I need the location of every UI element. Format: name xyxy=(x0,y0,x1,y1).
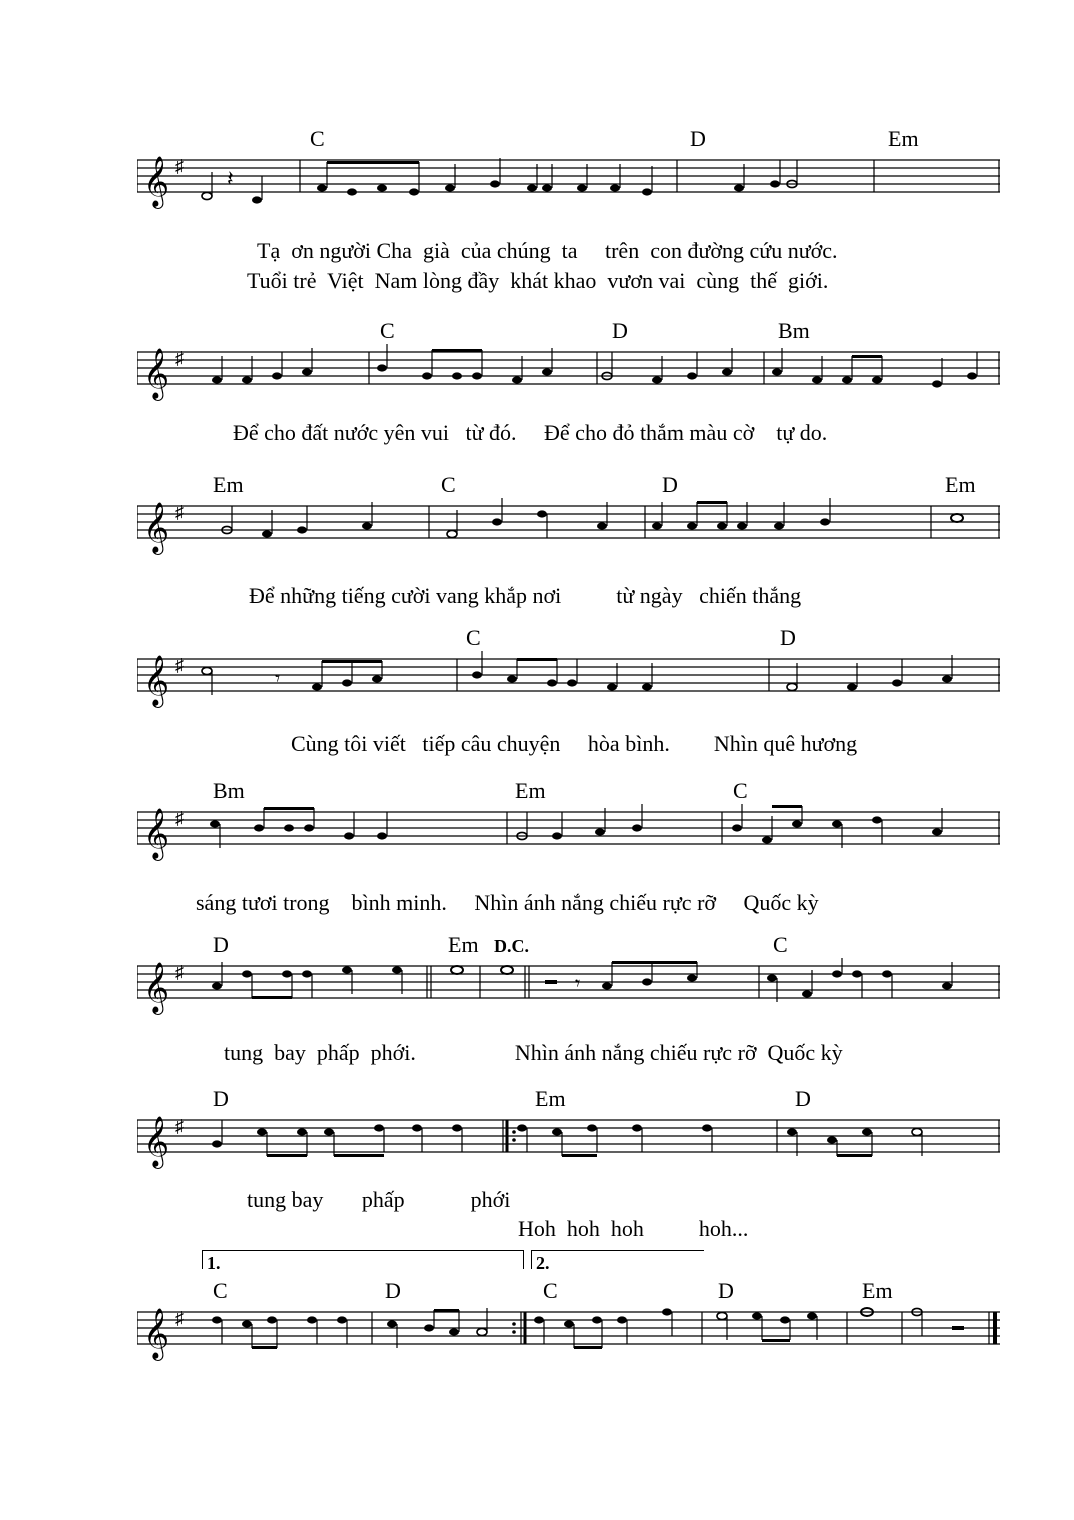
svg-text:♯: ♯ xyxy=(175,962,184,982)
chord-symbol: D xyxy=(612,318,628,343)
lyric-line: tung bay phấp phới. Nhìn ánh nắng chiếu rực rỡ Quốc kỳ xyxy=(224,1040,843,1065)
chord-symbol: C xyxy=(380,318,395,343)
lyric-line: Cùng tôi viết tiếp câu chuyện hòa bình. Nhìn quê hương xyxy=(291,731,858,756)
staff-system-6 xyxy=(137,958,1000,1018)
svg-text:𝄞: 𝄞 xyxy=(143,809,170,858)
staff-system-4 xyxy=(137,651,1000,711)
chord-symbol: C xyxy=(773,932,788,957)
chord-symbol: Em xyxy=(888,126,919,151)
svg-text:𝄞: 𝄞 xyxy=(143,503,170,552)
staff-system-7 xyxy=(137,1112,1000,1172)
staff-system-8 xyxy=(137,1304,1000,1364)
chord-symbol: C xyxy=(733,778,748,803)
chord-symbol: C xyxy=(543,1278,558,1303)
svg-text:𝄞: 𝄞 xyxy=(143,656,170,705)
lyric-line: Tuổi trẻ Việt Nam lòng đầy khát khao vươn vai cùng thế giới. xyxy=(247,268,829,293)
chord-symbol: D xyxy=(795,1086,811,1111)
chord-symbol: Em xyxy=(535,1086,566,1111)
chord-symbol: D xyxy=(662,472,678,497)
chord-symbol: C xyxy=(466,625,481,650)
chord-symbol: Em xyxy=(448,932,479,957)
lyric-line: Tạ ơn người Cha già của chúng ta trên con đường cứu nước. xyxy=(257,238,838,263)
chord-symbol: Bm xyxy=(778,318,810,343)
chord-symbol: Em xyxy=(945,472,976,497)
chord-symbol: C xyxy=(213,1278,228,1303)
svg-text:𝄞: 𝄞 xyxy=(143,349,170,398)
chord-symbol: D xyxy=(718,1278,734,1303)
svg-text:♯: ♯ xyxy=(175,348,184,368)
second-ending-label: 2. xyxy=(536,1253,550,1273)
treble-clef-icon: 𝄞 xyxy=(143,157,170,206)
lyric-line: Để cho đất nước yên vui từ đó. Để cho đỏ thắm màu cờ tự do. xyxy=(233,420,828,445)
staff-system-1 xyxy=(137,152,1000,212)
staff-system-5 xyxy=(137,804,1000,864)
chord-symbol: D xyxy=(690,126,706,151)
svg-text:♯: ♯ xyxy=(175,655,184,675)
lyric-line: tung bay phấp phới xyxy=(247,1187,511,1212)
chord-symbol: C xyxy=(310,126,325,151)
svg-text:𝄾: 𝄾 xyxy=(275,668,281,690)
lyric-line: Để những tiếng cười vang khắp nơi từ ngày chiến thắng xyxy=(249,583,802,608)
chord-symbol: Em xyxy=(213,472,244,497)
chord-symbol: Em xyxy=(515,778,546,803)
chord-symbol: Em xyxy=(862,1278,893,1303)
chord-symbol: C xyxy=(441,472,456,497)
lyric-line: Hoh hoh hoh hoh... xyxy=(518,1216,749,1241)
svg-text:♯: ♯ xyxy=(175,156,184,176)
second-ending-bracket xyxy=(531,1250,704,1269)
lyric-line: sáng tươi trong bình minh. Nhìn ánh nắng chiếu rực rỡ Quốc kỳ xyxy=(196,890,819,915)
chord-symbol: D xyxy=(213,1086,229,1111)
svg-text:♯: ♯ xyxy=(175,1308,184,1328)
svg-text:𝄞: 𝄞 xyxy=(143,1309,170,1358)
chord-symbol: Bm xyxy=(213,778,245,803)
chord-symbol: D xyxy=(780,625,796,650)
svg-text:𝄽: 𝄽 xyxy=(227,166,234,191)
svg-text:♯: ♯ xyxy=(175,1116,184,1136)
svg-text:♯: ♯ xyxy=(175,502,184,522)
svg-text:𝄞: 𝄞 xyxy=(143,1117,170,1166)
chord-symbol: D xyxy=(385,1278,401,1303)
chord-symbol: D xyxy=(213,932,229,957)
staff-system-3 xyxy=(137,498,1000,558)
first-ending-bracket xyxy=(202,1250,524,1269)
svg-text:𝄞: 𝄞 xyxy=(143,963,170,1012)
svg-text:𝄾: 𝄾 xyxy=(575,973,581,995)
da-capo-mark: D.C. xyxy=(494,936,529,956)
svg-text:♯: ♯ xyxy=(175,808,184,828)
first-ending-label: 1. xyxy=(207,1253,221,1273)
staff-system-2 xyxy=(137,344,1000,404)
